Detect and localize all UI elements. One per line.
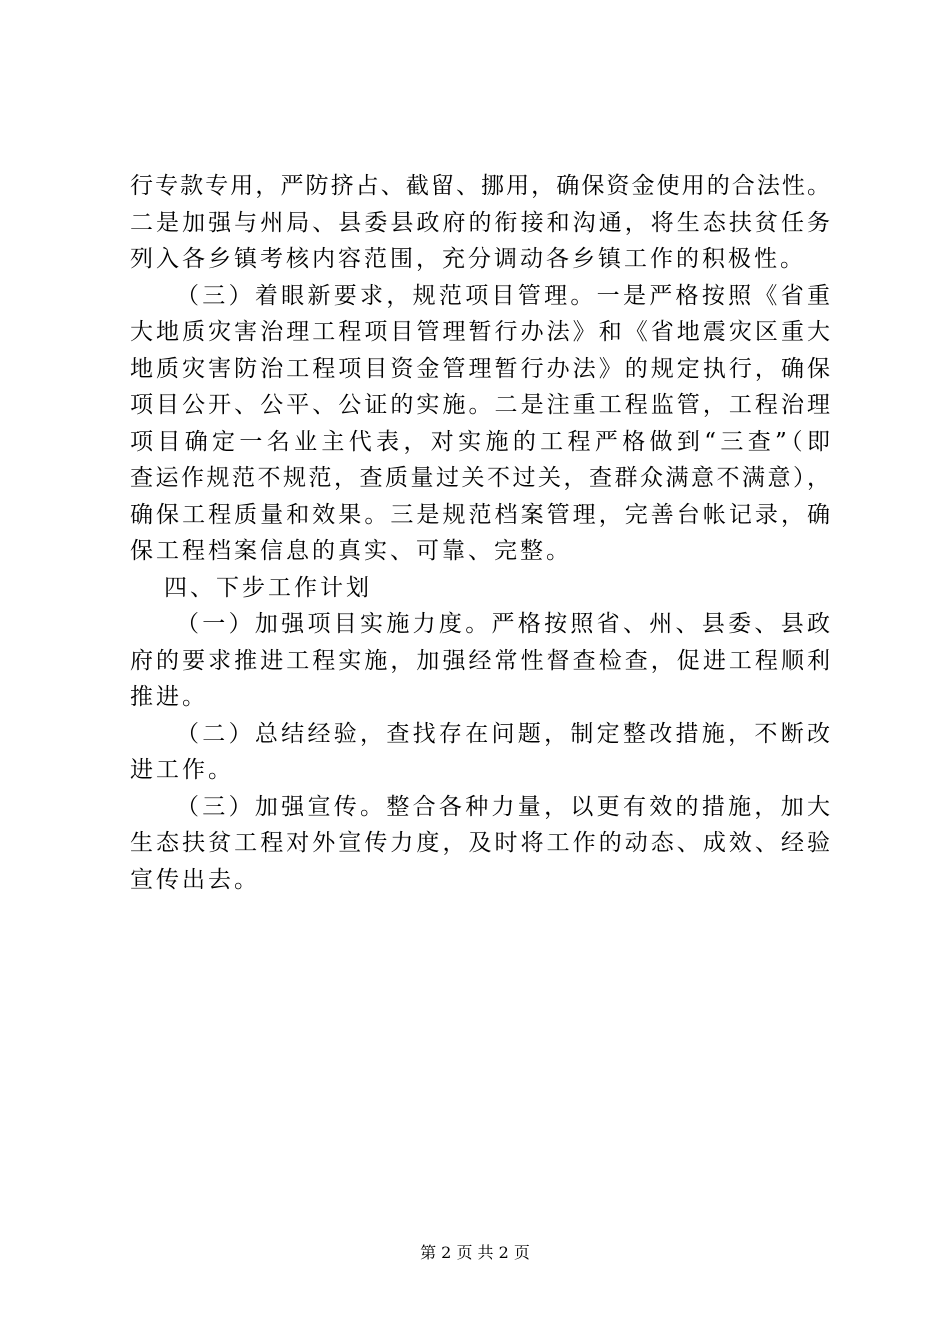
text-line: 进工作。 [130,757,234,783]
paragraph-first-line: （三）加强宣传。整合各种力量，以更有效的措施，加大 [176,793,830,820]
document-body [130,168,830,898]
paragraph-first-line: （三）着眼新要求，规范项目管理。一是严格按照《省重 [176,282,830,309]
text-line: 项目公开、公平、公证的实施。二是注重工程监管，工程治理 [130,392,830,418]
text-line: 确保工程质量和效果。三是规范档案管理，完善台帐记录，确 [130,501,830,528]
text-line: 二是加强与州局、县委县政府的衔接和沟通，将生态扶贫任务 [130,209,830,236]
page-number-label: 第 2 页 共 2 页 [420,1243,530,1262]
text-line: 府的要求推进工程实施，加强经常性督查检查，促进工程顺利 [130,647,830,674]
section-heading: 四、下步工作计划 [164,574,372,601]
text-line: 宣传出去。 [130,866,260,893]
text-line: 查运作规范不规范，查质量过关不过关，查群众满意不满意）， [130,465,830,491]
text-line: 推进。 [130,684,208,710]
text-line: 大地质灾害治理工程项目管理暂行办法》和《省地震灾区重大 [130,319,830,345]
text-line: 生态扶贫工程对外宣传力度，及时将工作的动态、成效、经验 [130,830,830,856]
paragraph-first-line: （一）加强项目实施力度。严格按照省、州、县委、县政 [176,611,830,637]
paragraph-first-line: （二）总结经验，查找存在问题，制定整改措施，不断改 [176,720,830,747]
text-line: 地质灾害防治工程项目资金管理暂行办法》的规定执行，确保 [130,355,830,382]
page-footer [0,1242,950,1264]
text-line: 列入各乡镇考核内容范围，充分调动各乡镇工作的积极性。 [130,246,806,272]
text-line: 项目确定一名业主代表，对实施的工程严格做到“三查”（即 [130,428,830,455]
text-line: 保工程档案信息的真实、可靠、完整。 [130,538,572,564]
text-line: 行专款专用，严防挤占、截留、挪用，确保资金使用的合法性。 [130,173,830,199]
